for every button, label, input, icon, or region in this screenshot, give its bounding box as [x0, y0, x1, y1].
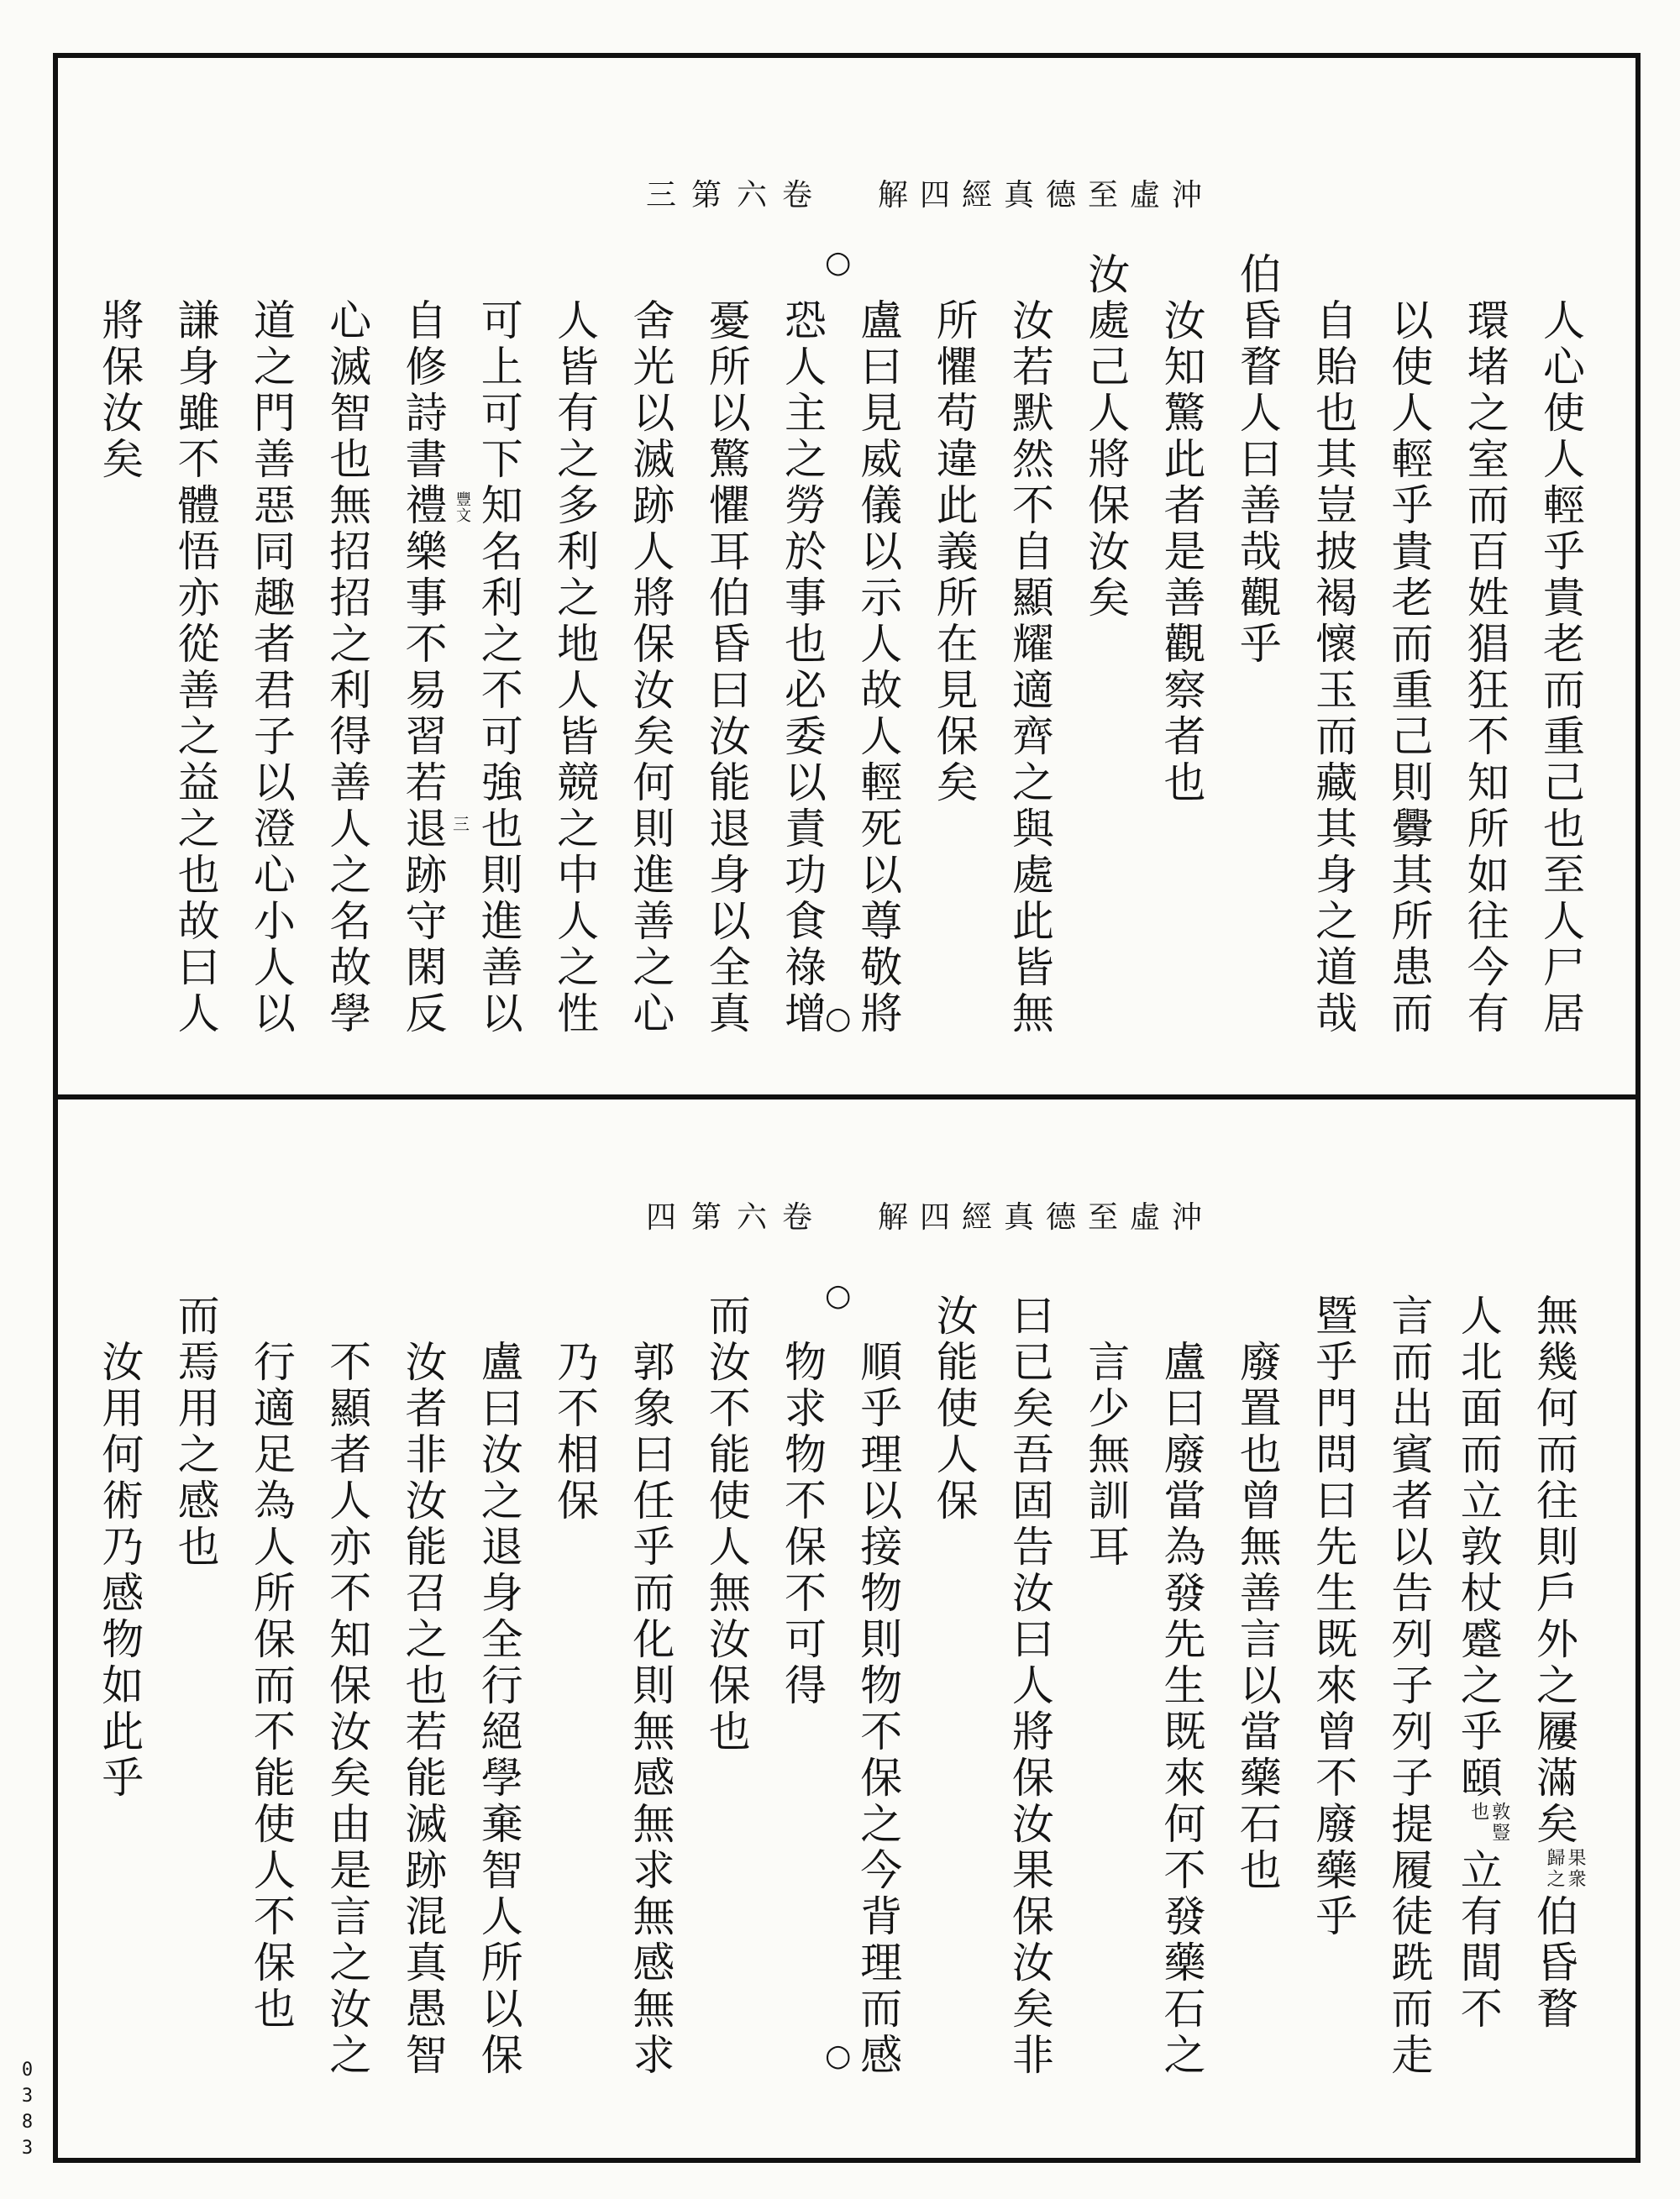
- top-header-title: 沖虛至德真經四解: [877, 178, 1214, 213]
- top-column-16-commentary: [398, 298, 449, 1037]
- bottom-column-1-main-text: [1530, 1294, 1586, 2033]
- bottom-column-13-commentary: [625, 1340, 675, 2079]
- column-text: 言而出賓者以告列子列子提履徒跣而走: [1384, 1294, 1434, 2079]
- column-text: 汝者非汝能召之也若能滅跡混真愚智: [398, 1340, 448, 2079]
- fold-mark-label: 豐文: [454, 491, 471, 523]
- column-text: 恐人主之勞於事也必委以責功食祿增: [778, 298, 827, 1037]
- column-text: 盧曰汝之退身全行絕學棄智人所以保: [474, 1340, 523, 2079]
- bottom-column-6-commentary: [1157, 1340, 1207, 2079]
- top-section-circle-2: ○: [825, 1001, 852, 1036]
- column-text: 不顯者人亦不知保汝矣由是言之汝之: [323, 1340, 372, 2079]
- column-text: 人心使人輕乎貴老而重己也至人尸居: [1536, 298, 1585, 1037]
- column-text: 可上可下知名利之不可強也則進善以: [474, 298, 523, 1037]
- column-text: 道之門善惡同趣者君子以澄心小人以: [246, 298, 296, 1037]
- column-text: 伯昏瞀人曰善哉觀乎: [1232, 252, 1282, 668]
- column-text: 而焉用之感也: [171, 1294, 220, 1571]
- top-column-1-commentary: [1536, 298, 1586, 1037]
- bottom-header-juan: 卷六第四: [645, 1200, 827, 1235]
- column-text: 汝處己人將保汝矣: [1081, 252, 1131, 622]
- column-text-after-note: 立有間不: [1453, 1848, 1503, 2033]
- bottom-column-9-main-text: [929, 1294, 979, 1525]
- column-text: 心滅智也無招招之利得善人之名故學: [323, 298, 372, 1037]
- column-text: 自修詩書禮樂事不易習若退跡守閑反: [398, 298, 448, 1037]
- column-text: 自貽也其豈披褐懷玉而藏其身之道哉: [1309, 298, 1358, 1037]
- top-column-2-commentary: [1460, 298, 1510, 1037]
- bottom-column-3-main-text: [1383, 1294, 1434, 2079]
- column-text: 廢置也曾無善言以當藥石也: [1232, 1340, 1282, 1894]
- column-text: 暨乎門問曰先生既來曾不廢藥乎: [1309, 1294, 1358, 1940]
- note-right-line: 敦豎: [1488, 1802, 1510, 1844]
- top-column-15-commentary: [474, 298, 524, 1037]
- bottom-section-circle-2: ○: [825, 2039, 852, 2073]
- column-text: 而汝不能使人無汝保也: [701, 1294, 751, 1756]
- top-column-14-commentary: [549, 298, 600, 1037]
- top-column-7-main-text: [1080, 252, 1131, 622]
- bottom-header-title: 沖虛至德真經四解: [877, 1200, 1214, 1235]
- column-text: 人皆有之多利之地人皆競之中人之性: [550, 298, 600, 1037]
- top-column-8-commentary: [1005, 298, 1055, 1037]
- top-page-header: [646, 179, 1214, 213]
- note-right-line: 果衆: [1565, 1848, 1586, 1890]
- bottom-column-15-commentary: [474, 1340, 524, 2079]
- bottom-column-2-main-text: [1453, 1294, 1510, 2033]
- top-column-3-commentary: [1383, 298, 1434, 1037]
- top-column-6-commentary: [1157, 298, 1207, 806]
- bottom-column-10-commentary: [853, 1340, 903, 2079]
- top-column-11-commentary: [777, 298, 827, 1037]
- bottom-column-4-main-text: [1308, 1294, 1358, 1940]
- top-column-18-commentary: [246, 298, 297, 1037]
- column-text: 汝能使人保: [929, 1294, 979, 1525]
- column-text: 言少無訓耳: [1081, 1340, 1131, 1571]
- bottom-column-14-commentary: [549, 1340, 600, 1525]
- bottom-column-5-commentary: [1232, 1340, 1283, 1894]
- bottom-column-19-main-text: [171, 1294, 221, 1571]
- bottom-column-17-commentary: [322, 1340, 372, 2079]
- bottom-column-20-commentary: [94, 1340, 144, 1802]
- column-text-after-note: 伯昏瞀: [1530, 1894, 1578, 2033]
- top-column-12-commentary: [701, 298, 752, 1037]
- bottom-column-7-commentary: [1080, 1340, 1131, 1571]
- column-text: 汝知驚此者是善觀察者也: [1157, 298, 1206, 806]
- interlinear-note: [1544, 1848, 1586, 1890]
- column-text: 汝若默然不自顯耀適齊之與處此皆無: [1005, 298, 1054, 1037]
- column-text: 舍光以滅跡人將保汝矣何則進善之心: [626, 298, 675, 1037]
- top-column-17-commentary: [322, 298, 372, 1037]
- interlinear-note: [1468, 1802, 1510, 1844]
- column-text: 人北面而立敦杖蹙之乎頤: [1453, 1294, 1503, 1802]
- column-text: 環堵之室而百姓猖狂不知所如往今有: [1460, 298, 1509, 1037]
- bottom-column-18-commentary: [246, 1340, 297, 2033]
- column-text: 憂所以驚懼耳伯昏曰汝能退身以全真: [701, 298, 751, 1037]
- side-page-number: 0383: [17, 2060, 38, 2164]
- half-divider: [53, 1094, 1641, 1100]
- column-text: 乃不相保: [550, 1340, 600, 1525]
- top-column-20-commentary: [94, 298, 144, 483]
- column-text: 行適足為人所保而不能使人不保也: [246, 1340, 296, 2033]
- bottom-column-16-commentary: [398, 1340, 449, 2079]
- column-text: 以使人輕乎貴老而重己則釁其所患而: [1384, 298, 1434, 1037]
- column-text: 汝用何術乃感物如此乎: [95, 1340, 144, 1802]
- column-text: 盧曰見威儀以示人故人輕死以尊敬將: [853, 298, 903, 1037]
- column-text: 將保汝矣: [95, 298, 144, 483]
- note-left-line: 歸之: [1544, 1848, 1565, 1890]
- column-text: 曰已矣吾固告汝曰人將保汝果保汝矣非: [1005, 1294, 1054, 2079]
- bottom-column-8-main-text: [1005, 1294, 1055, 2079]
- top-section-circle-1: ○: [825, 245, 852, 280]
- column-text: 順乎理以接物則物不保之今背理而感: [853, 1340, 903, 2079]
- bottom-page-header: [646, 1201, 1214, 1235]
- top-header-juan: 卷六第三: [645, 178, 827, 213]
- column-text: 謙身雖不體悟亦從善之益之也故曰人: [171, 298, 220, 1037]
- column-text: 郭象曰任乎而化則無感無求無感無求: [626, 1340, 675, 2079]
- column-text: 物求物不保不可得: [778, 1340, 827, 1709]
- column-text: 所懼苟違此義所在見保矣: [929, 298, 979, 806]
- fold-mark-page-number: 三: [453, 814, 470, 834]
- bottom-column-11-commentary: [777, 1340, 827, 1709]
- top-column-9-commentary: [929, 298, 979, 806]
- top-column-13-commentary: [625, 298, 675, 1037]
- top-column-5-main-text: [1232, 252, 1283, 668]
- note-left-line: 也: [1467, 1802, 1489, 1823]
- top-column-10-commentary: [853, 298, 903, 1037]
- bottom-section-circle-1: ○: [825, 1278, 852, 1313]
- bottom-column-12-main-text: [701, 1294, 752, 1756]
- column-text: 無幾何而往則戶外之屨滿矣: [1530, 1294, 1578, 1848]
- top-column-4-commentary: [1308, 298, 1358, 1037]
- top-column-19-commentary: [171, 298, 221, 1037]
- column-text: 盧曰廢當為發先生既來何不發藥石之: [1157, 1340, 1206, 2079]
